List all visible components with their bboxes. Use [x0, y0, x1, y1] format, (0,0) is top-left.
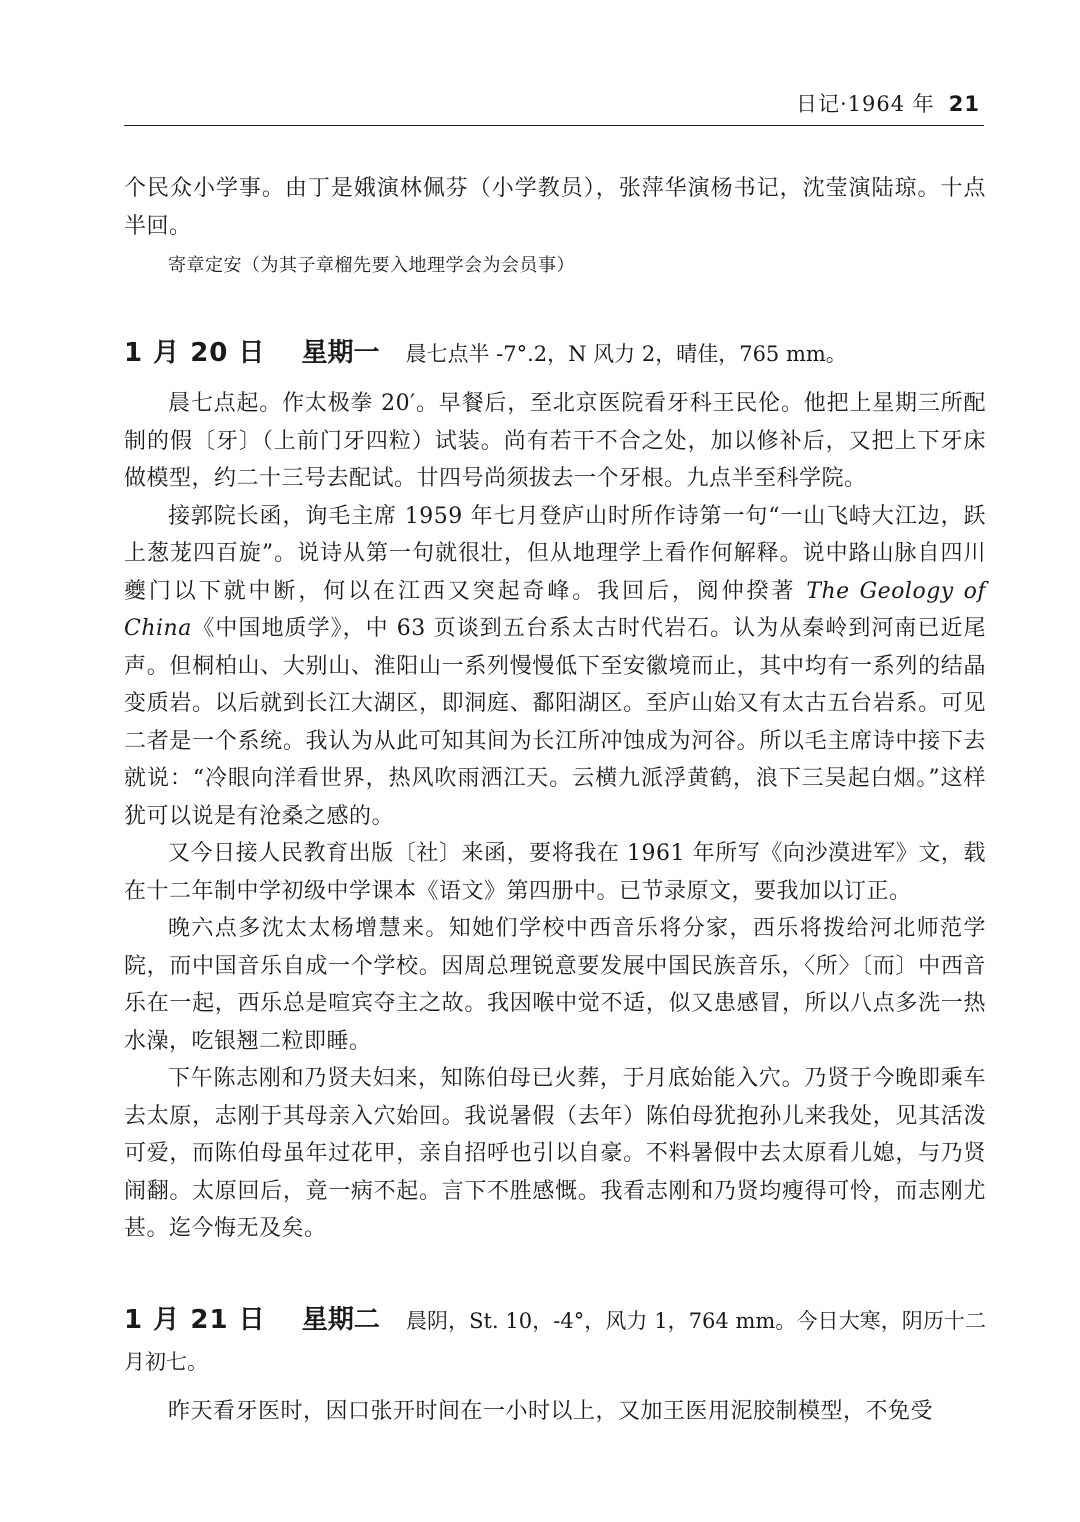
weather-note: 晨七点半 -7°.2，N 风力 2，晴佳，765 mm。 — [405, 342, 847, 366]
entry-paragraph: 又今日接人民教育出版〔社〕来函，要将我在 1961 年所写《向沙漠进军》文，载在十二年制中学初级中学课本《语文》第四册中。已节录原文，要我加以订正。 — [124, 841, 986, 904]
weather-note: 晨阴，St. 10，-4°，风力 1，764 mm。今日大寒，阴历十二月初七。 — [124, 1308, 986, 1374]
running-head — [796, 88, 980, 118]
entry-paragraph — [124, 498, 986, 836]
diary-entry-jan-21 — [124, 1300, 986, 1431]
entry-paragraph: 昨天看牙医时，因口张开时间在一小时以上，又加王医用泥胶制模型，不免受 — [168, 1398, 934, 1424]
diary-entry-jan-20 — [124, 333, 986, 1248]
entry-heading — [124, 333, 986, 375]
entry-paragraph: 晨七点起。作太极拳 20′。早餐后，至北京医院看牙科王民伦。他把上星期三所配制的假〔牙〕（上前门牙四粒）试装。尚有若干不合之处，加以修补后，又把上下牙床做模型，约二十三号去配试。廿四号尚须拔去一个牙根。九点半至科学院。 — [124, 391, 986, 491]
continued-paragraph: 个民众小学事。由丁是娥演林佩芬（小学教员），张萍华演杨书记，沈莹演陆琼。十点半回。 — [124, 176, 986, 239]
entry-paragraph: 晚六点多沈太太杨增慧来。知她们学校中西音乐将分家，西乐将拨给河北师范学院，而中国音乐自成一个学校。因周总理锐意要发展中国民族音乐，〈所〉〔而〕中西音乐在一起，西乐总是喧宾夺主之故。我因喉中觉不适，似又患感冒，所以八点多洗一热水澡，吃银翘二粒即睡。 — [124, 916, 986, 1054]
entry-date: 1 月 21 日 — [124, 1304, 266, 1335]
paragraph-text: 《中国地质学》，中 63 页谈到五台系太古时代岩石。认为从秦岭到河南已近尾声。但桐柏山、大别山、淮阳山一系列慢慢低下至安徽境而止，其中均有一系列的结晶变质岩。以后就到长江大湖区，即洞庭、鄱阳湖区。至庐山始又有太古五台岩系。可见二者是一个系统。我认为从此可知其间为长江所冲蚀成为河谷。所以毛主席诗中接下去就说：“冷眼向洋看世界，热风吹雨洒江天。云横九派浮黄鹤，浪下三吴起白烟。”这样犹可以说是有沧桑之感的。 — [124, 616, 986, 829]
entry-date: 1 月 20 日 — [124, 338, 266, 368]
entry-weekday: 星期二 — [301, 1304, 380, 1335]
running-title: 日记·1964 年 — [795, 92, 935, 116]
page-body — [124, 170, 986, 1430]
letter-note: 寄章定安（为其子章榴先要入地理学会为会员事） — [168, 255, 575, 276]
book-title-english: The Geology of China — [124, 578, 986, 641]
entry-paragraph: 下午陈志刚和乃贤夫妇来，知陈伯母已火葬，于月底始能入穴。乃贤于今晚即乘车去太原，志刚于其母亲入穴始回。我说暑假（去年）陈伯母犹抱孙儿来我处，见其活泼可爱，而陈伯母虽年过花甲，亲自招呼也引以自豪。不料暑假中去太原看儿媳，与乃贤闹翻。太原回后，竟一病不起。言下不胜感慨。我看志刚和乃贤均瘦得可怜，而志刚尤甚。迄今悔无及矣。 — [124, 1066, 986, 1241]
header-rule — [124, 125, 984, 126]
entry-heading — [124, 1300, 986, 1383]
page-number: 21 — [948, 92, 980, 116]
paragraph-text: 接郭院长函，询毛主席 1959 年七月登庐山时所作诗第一句“一山飞峙大江边，跃上葱茏四百旋”。说诗从第一句就很壮，但从地理学上看作何解释。说中路山脉自四川夔门以下就中断，何以在江西又突起奇峰。我回后，阅仲揆著 — [124, 503, 986, 604]
entry-weekday: 星期一 — [301, 338, 380, 368]
